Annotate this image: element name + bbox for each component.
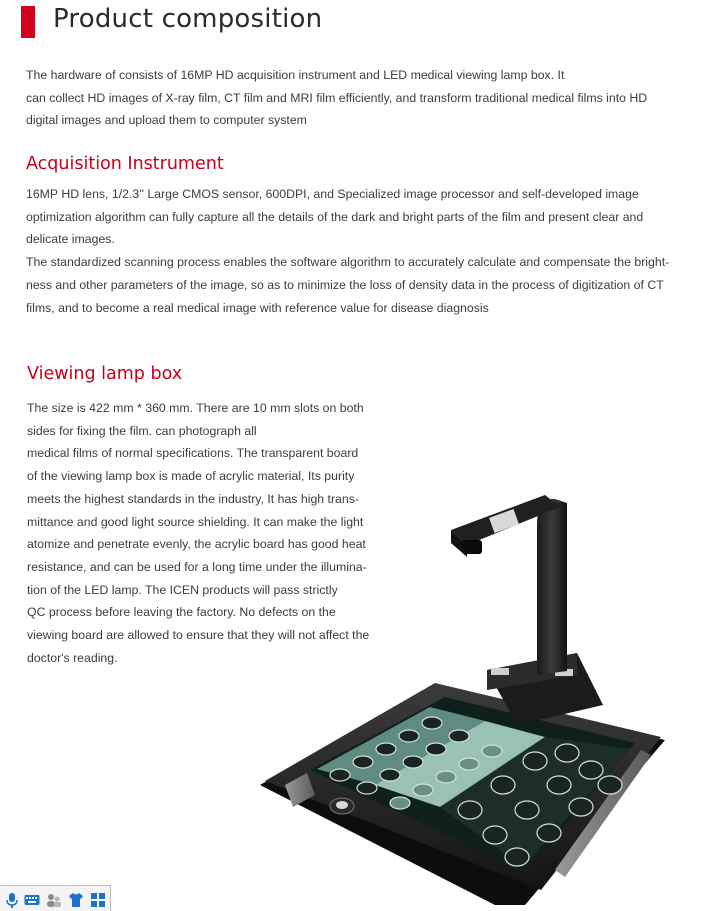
lamp-box-line: The size is 422 mm * 360 mm. There are 10 mm slots on both [27, 401, 364, 415]
lamp-box-line: mittance and good light source shielding. It can make the light [27, 514, 364, 529]
page-title: Product composition [53, 4, 323, 34]
lamp-box-line: atomize and penetrate evenly, the acrylic board has good heat [27, 537, 366, 552]
intro-line: can collect HD images of X-ray film, CT film and MRI film efficiently, and transform traditional medical films into HD [26, 90, 648, 105]
input-toolbar [0, 885, 111, 911]
lamp-box-line: meets the highest standards in the industry, It has high trans- [27, 491, 359, 506]
acquisition-paragraph [26, 183, 696, 319]
users-icon[interactable] [46, 892, 62, 908]
lamp-box-line: QC process before leaving the factory. No defects on the [27, 605, 336, 620]
power-button-icon [330, 798, 354, 814]
intro-line: digital images and upload them to computer system [26, 113, 307, 128]
acquisition-line: 16MP HD lens, 1/2.3'' Large CMOS sensor, 600DPI, and Specialized image processor and self-developed image [26, 187, 639, 201]
acquisition-line: delicate images. [26, 232, 115, 247]
microphone-icon[interactable] [4, 892, 20, 908]
title-accent-bar [21, 6, 35, 38]
lamp-box-line: tion of the LED lamp. The ICEN products will pass strictly [27, 582, 338, 597]
acquisition-line: The standardized scanning process enables the software algorithm to accurately calculate and compensate the bright- [26, 255, 670, 270]
acquisition-line: optimization algorithm can fully capture all the details of the dark and bright parts of the film and present clear and [26, 209, 644, 224]
intro-line: The hardware of consists of 16MP HD acquisition instrument and LED medical viewing lamp box. It [26, 68, 565, 82]
lamp-box-line: doctor's reading. [27, 650, 118, 665]
shirt-icon[interactable] [68, 892, 84, 908]
acquisition-heading: Acquisition Instrument [26, 154, 224, 174]
keyboard-icon[interactable] [24, 892, 40, 908]
lamp-box-line: of the viewing lamp box is made of acrylic material, Its purity [27, 469, 355, 484]
product-image [255, 485, 675, 905]
lamp-box-heading: Viewing lamp box [27, 364, 183, 384]
lamp-box-line: resistance, and can be used for a long time under the illumina- [27, 559, 367, 574]
acquisition-line: films, and to become a real medical image with reference value for disease diagnosis [26, 300, 489, 315]
intro-paragraph [26, 64, 690, 132]
lamp-box-line: medical films of normal specifications. The transparent board [27, 446, 359, 461]
scanner-arm [451, 495, 603, 725]
acquisition-line: ness and other parameters of the image, so as to minimize the loss of density data in the process of digitization of CT [26, 277, 664, 292]
lamp-box-line: viewing board are allowed to ensure that they will not affect the [27, 628, 370, 643]
apps-icon[interactable] [90, 892, 106, 908]
lamp-box-line: sides for fixing the film. can photograph all [27, 423, 257, 438]
